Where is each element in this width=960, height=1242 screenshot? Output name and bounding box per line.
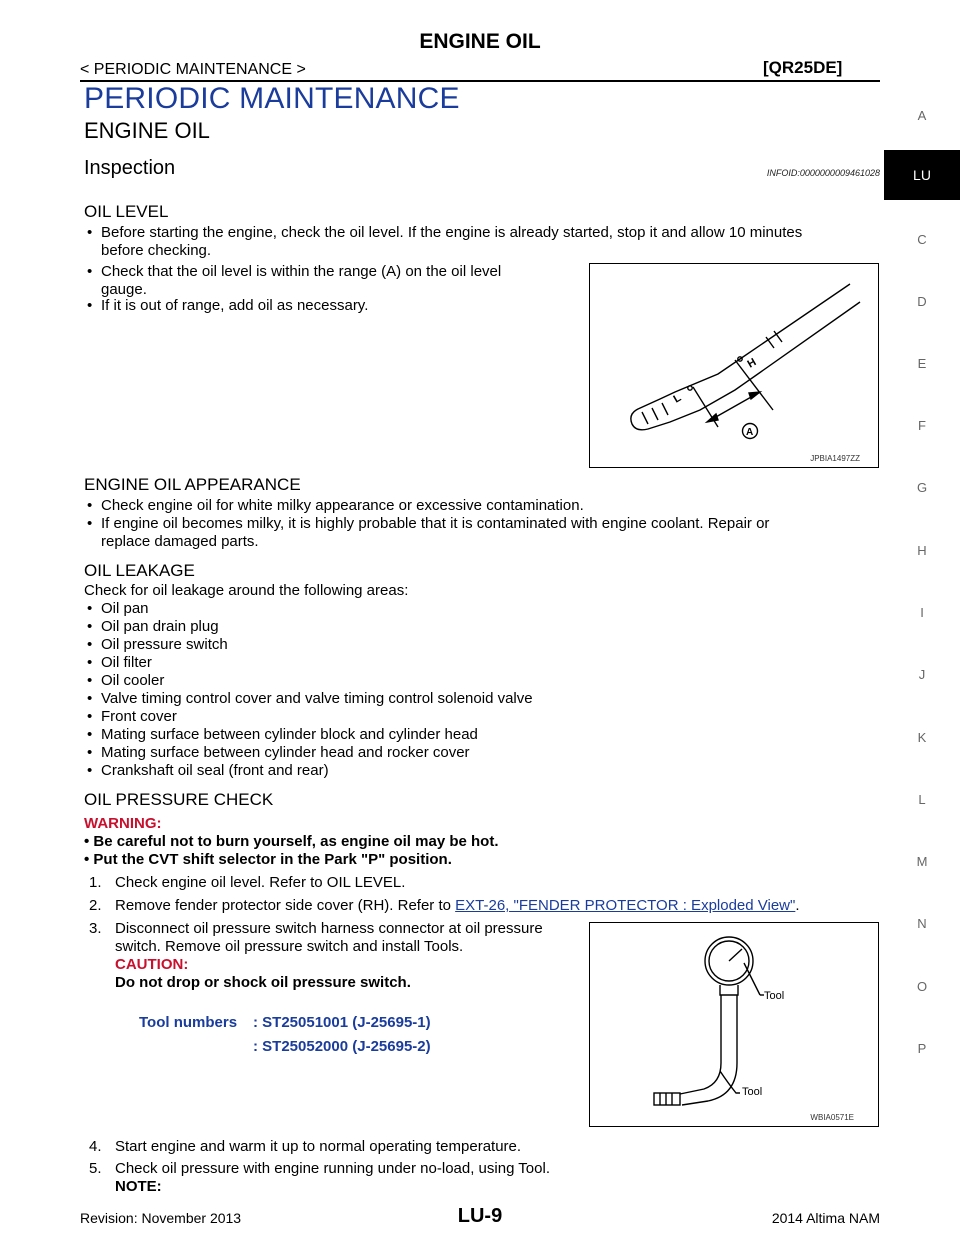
side-tab-j[interactable]: J: [918, 667, 926, 682]
bullet-dot: •: [87, 762, 93, 779]
model-name: 2014 Altima NAM: [771, 1210, 880, 1226]
step-number: 1.: [89, 874, 102, 891]
figure-label-l: L: [671, 391, 684, 406]
step-number: 4.: [89, 1138, 102, 1155]
bullet-dot: •: [87, 297, 93, 314]
step-3-continuation: switch. Remove oil pressure switch and install Tools.: [115, 938, 464, 955]
pressure-heading: OIL PRESSURE CHECK: [84, 790, 274, 809]
bullet-dot: •: [87, 515, 93, 532]
bullet-text: Oil pan drain plug: [101, 618, 219, 635]
pressure-gauge-figure: [589, 922, 879, 1127]
bullet-dot: •: [87, 636, 93, 653]
side-tab-n[interactable]: N: [917, 916, 927, 931]
exploded-view-link[interactable]: EXT-26, "FENDER PROTECTOR : Exploded View": [455, 897, 796, 914]
page-header-title: ENGINE OIL: [419, 30, 541, 53]
bullet-dot: •: [87, 600, 93, 617]
bullet-dot: •: [87, 263, 93, 280]
bullet-text: Oil pressure switch: [101, 636, 228, 653]
step-number: 3.: [89, 920, 102, 937]
dipstick-figure: [589, 263, 879, 468]
side-tab-o[interactable]: O: [916, 979, 928, 994]
page-number: LU-9: [457, 1205, 503, 1227]
step-text: Check oil pressure with engine running under no-load, using Tool.: [115, 1160, 550, 1177]
step-text: Start engine and warm it up to normal operating temperature.: [115, 1138, 522, 1155]
bullet-text: If it is out of range, add oil as necessary.: [101, 297, 369, 314]
bullet-text: Front cover: [101, 708, 177, 725]
tool-number-1: : ST25051001 (J-25695-1): [253, 1014, 431, 1031]
step-2-suffix: .: [795, 897, 800, 914]
bullet-text: Oil cooler: [101, 672, 165, 689]
warning-text-1: • Be careful not to burn yourself, as engine oil may be hot.: [84, 833, 499, 850]
inspection-title: Inspection: [84, 157, 176, 179]
step-text: Check engine oil level. Refer to OIL LEVEL.: [115, 874, 406, 891]
side-tab-e[interactable]: E: [917, 356, 927, 371]
bullet-text: replace damaged parts.: [101, 533, 259, 550]
bullet-text: Check engine oil for white milky appearance or excessive contamination.: [101, 497, 584, 514]
side-tab-lu[interactable]: LU: [884, 150, 960, 200]
warning-text-2: • Put the CVT shift selector in the Park "P" position.: [84, 851, 452, 868]
note-label: NOTE:: [115, 1178, 162, 1195]
bullet-text: Before starting the engine, check the oil level. If the engine is already started, stop it and allow 10 minutes: [101, 224, 803, 241]
side-tab-f[interactable]: F: [918, 418, 926, 433]
subsection-title: ENGINE OIL: [84, 118, 210, 143]
info-id: INFOID:0000000009461028: [766, 168, 880, 178]
bullet-text: Crankshaft oil seal (front and rear): [101, 762, 329, 779]
tool-number-2: : ST25052000 (J-25695-2): [253, 1038, 431, 1055]
bullet-dot: •: [87, 690, 93, 707]
bullet-dot: •: [87, 708, 93, 725]
figure-code: WBIA0571E: [810, 1113, 854, 1122]
figure-code: JPBIA1497ZZ: [810, 454, 860, 463]
bullet-text: Valve timing control cover and valve timing control solenoid valve: [101, 690, 533, 707]
bullet-dot: •: [87, 744, 93, 761]
bullet-text: Mating surface between cylinder head and rocker cover: [101, 744, 470, 761]
bullet-text: before checking.: [101, 242, 212, 259]
figure-label-a: A: [746, 427, 754, 438]
side-tab-a[interactable]: A: [917, 108, 927, 123]
bullet-dot: •: [87, 672, 93, 689]
engine-code: [QR25DE]: [763, 58, 843, 77]
bullet-text: Oil pan: [101, 600, 149, 617]
bullet-text: Oil filter: [101, 654, 152, 671]
side-tab-k[interactable]: K: [917, 730, 927, 745]
oil-level-heading: OIL LEVEL: [84, 202, 169, 221]
step-2-prefix: Remove fender protector side cover (RH). Refer to: [115, 897, 451, 914]
warning-label: WARNING:: [84, 815, 162, 832]
bullet-text: If engine oil becomes milky, it is highly probable that it is contaminated with engine coolant. Repair or: [101, 515, 770, 532]
figure-tool-label-2: Tool: [742, 1086, 763, 1098]
step-text: [115, 897, 800, 915]
side-tab-g[interactable]: G: [916, 480, 928, 495]
side-tab-c[interactable]: C: [917, 232, 927, 247]
side-tab-d[interactable]: D: [917, 294, 927, 309]
bullet-text: Mating surface between cylinder block and cylinder head: [101, 726, 478, 743]
pressure-gauge-illustration: [590, 923, 880, 1128]
caution-label: CAUTION:: [115, 956, 189, 973]
bullet-dot: •: [87, 726, 93, 743]
bullet-dot: •: [87, 618, 93, 635]
breadcrumb: < PERIODIC MAINTENANCE >: [80, 61, 306, 78]
step-text: Disconnect oil pressure switch harness connector at oil pressure: [115, 920, 543, 937]
caution-text: Do not drop or shock oil pressure switch.: [115, 974, 411, 991]
step-number: 5.: [89, 1160, 102, 1177]
bullet-dot: •: [87, 654, 93, 671]
leakage-heading: OIL LEAKAGE: [84, 561, 195, 580]
dipstick-illustration: [590, 264, 880, 469]
bullet-text: gauge.: [101, 281, 147, 298]
step-number: 2.: [89, 897, 102, 914]
figure-tool-label-1: Tool: [764, 990, 785, 1002]
appearance-heading: ENGINE OIL APPEARANCE: [84, 475, 301, 494]
tool-numbers-label: Tool numbers: [139, 1014, 238, 1031]
side-tab-p[interactable]: P: [917, 1041, 927, 1056]
side-tab-i[interactable]: I: [920, 605, 924, 620]
figure-label-h: H: [745, 356, 759, 371]
revision-date: Revision: November 2013: [80, 1210, 242, 1226]
side-tab-m[interactable]: M: [916, 854, 928, 869]
bullet-text: Check that the oil level is within the range (A) on the oil level: [101, 263, 502, 280]
side-tab-l[interactable]: L: [918, 792, 926, 807]
side-tab-h[interactable]: H: [917, 543, 927, 558]
leakage-intro: Check for oil leakage around the following areas:: [84, 582, 409, 599]
section-title: PERIODIC MAINTENANCE: [84, 82, 460, 115]
bullet-dot: •: [87, 497, 93, 514]
bullet-dot: •: [87, 224, 93, 241]
